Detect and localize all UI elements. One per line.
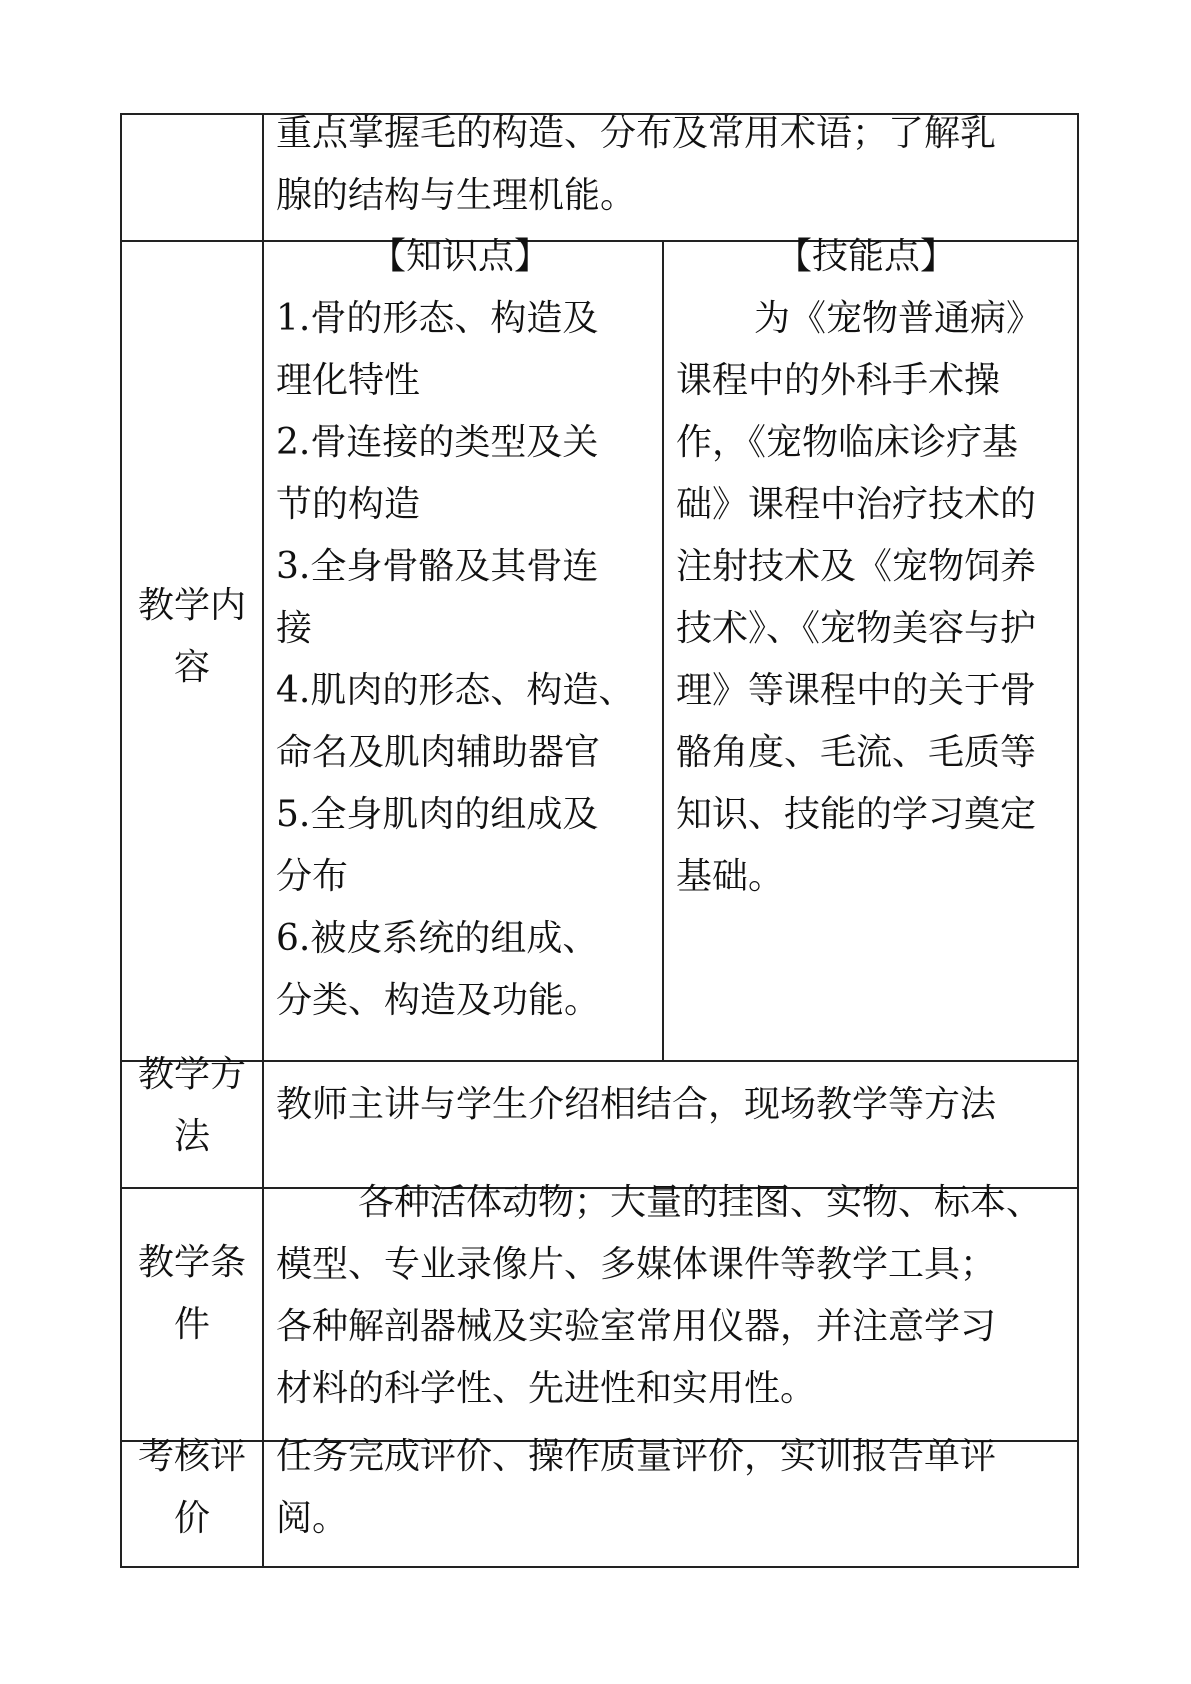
- knowledge-line: 5.全身肌肉的组成及: [276, 794, 599, 835]
- knowledge-line: 分布: [276, 856, 349, 897]
- skill-line: 技术》、《宠物美容与护: [676, 608, 1037, 649]
- method-text: 教师主讲与学生介绍相结合，现场教学等方法: [276, 1084, 997, 1125]
- conditions-line: 各种解剖器械及实验室常用仪器，并注意学习: [276, 1306, 997, 1347]
- knowledge-line: 理化特性: [276, 360, 421, 401]
- skill-line: 础》课程中治疗技术的: [676, 484, 1037, 525]
- assessment-line: 任务完成评价、操作质量评价，实训报告单评: [276, 1436, 997, 1477]
- conditions-line: 材料的科学性、先进性和实用性。: [276, 1368, 817, 1409]
- table-border-row2: [120, 1060, 1079, 1062]
- skill-line: 课程中的外科手术操: [676, 360, 1001, 401]
- skill-line: 骼角度、毛流、毛质等: [676, 732, 1037, 773]
- knowledge-line: 接: [276, 608, 313, 649]
- knowledge-line: 命名及肌肉辅助器官: [276, 732, 601, 773]
- assessment-text: [276, 1426, 1076, 1550]
- method-label: 教学方 法: [137, 1054, 246, 1157]
- knowledge-line: 6.被皮系统的组成、: [276, 918, 599, 959]
- conditions-text: [276, 1172, 1076, 1420]
- knowledge-line: 1.骨的形态、构造及: [276, 298, 599, 339]
- skill-line: 作，《宠物临床诊疗基: [676, 422, 1019, 463]
- table-border-bottom: [120, 1566, 1079, 1568]
- skill-line: 知识、技能的学习奠定: [676, 794, 1037, 835]
- knowledge-points: [276, 226, 666, 1032]
- skill-heading: 【技能点】: [776, 236, 957, 277]
- skill-line: 为《宠物普通病》: [754, 298, 1043, 339]
- skill-points: [676, 226, 1076, 908]
- knowledge-line: 分类、构造及功能。: [276, 980, 601, 1021]
- assessment-line: 阅。: [276, 1498, 349, 1539]
- skill-line: 注射技术及《宠物饲养: [676, 546, 1037, 587]
- conditions-line: 模型、专业录像片、多媒体课件等教学工具；: [276, 1244, 997, 1285]
- knowledge-line: 3.全身骨骼及其骨连: [276, 546, 599, 587]
- knowledge-line: 4.肌肉的形态、构造、: [276, 670, 635, 711]
- table-border-label-divider: [262, 113, 264, 1568]
- skill-line: 基础。: [676, 856, 785, 897]
- objectives-text: [276, 103, 1076, 227]
- conditions-label: 教学条 件: [137, 1242, 246, 1345]
- knowledge-line: 2.骨连接的类型及关: [276, 422, 599, 463]
- knowledge-line: 节的构造: [276, 484, 421, 525]
- content-label: 教学内 容: [137, 585, 246, 688]
- assessment-label: 考核评 价: [137, 1436, 246, 1539]
- knowledge-heading: 【知识点】: [370, 236, 551, 277]
- skill-line: 理》等课程中的关于骨: [676, 670, 1037, 711]
- table-border-right: [1077, 113, 1079, 1568]
- objectives-line: 腺的结构与生理机能。: [276, 175, 637, 216]
- conditions-line: 各种活体动物；大量的挂图、实物、标本、: [358, 1182, 1043, 1223]
- objectives-line: 重点掌握毛的构造、分布及常用术语；了解乳: [276, 113, 997, 154]
